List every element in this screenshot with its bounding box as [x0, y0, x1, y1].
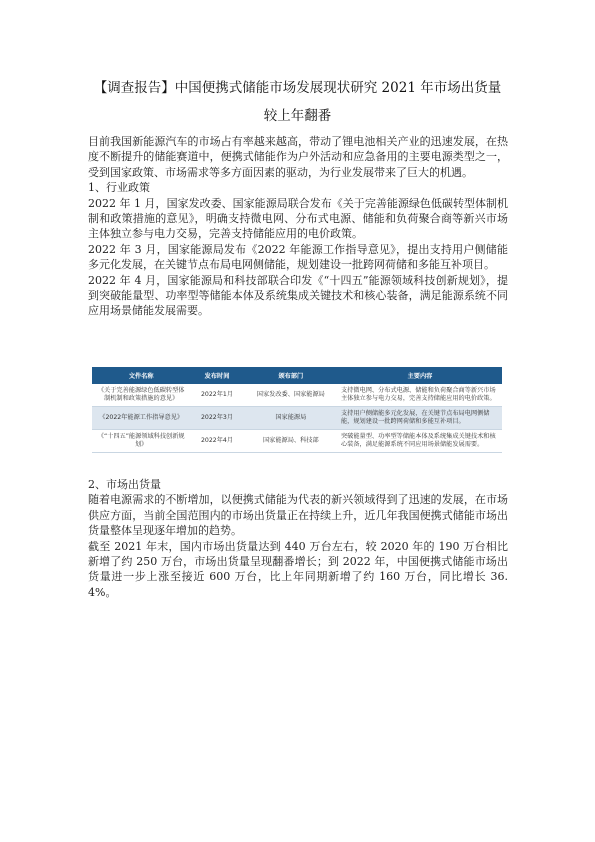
- shipments-paragraph: 随着电源需求的不断增加，以便携式储能为代表的新兴领域得到了迅速的发展，在市场供应方面，当前全国范围内的市场出货量正在持续上升，近几年我国便携式储能市场出货量整体呈现逐年增加的趋势。: [88, 493, 508, 538]
- section-heading-policy: 1、行业政策: [88, 181, 150, 195]
- title-line-1: 【调查报告】中国便携式储能市场发展现状研究 2021 年市场出货量: [93, 80, 502, 96]
- policy-paragraph: 2022 年 1 月，国家发改委、国家能源局联合发布《关于完善能源绿色低碳转型体制机制和政策措施的意见》，明确支持微电网、分布式电源、储能和负荷聚合商等新兴市场主体独立参与电力交易，完善支持储能应用的电价政策。: [88, 196, 508, 241]
- intro-paragraph: 目前我国新能源汽车的市场占有率越来越高，带动了锂电池相关产业的迅速发展，在热度不断提升的储能赛道中，便携式储能作为户外活动和应急备用的主要电源类型之一，受到国家政策、市场需求等多方面因素的驱动，为行业发展带来了巨大的机遇。: [88, 135, 508, 179]
- cell-date: 2022年1月: [190, 384, 243, 407]
- policy-paragraph: 2022 年 4 月，国家能源局和科技部联合印发《“十四五”能源领域科技创新规划》，提到突破能量型、功率型等储能本体及系统集成关键技术和核心装备，满足能源系统不同应用场景储能发展需要。: [88, 273, 508, 318]
- shipments-paragraph: 截至 2021 年末，国内市场出货量达到 440 万台左右，较 2020 年的 190 万台相比新增了约 250 万台，市场出货量呈现翻番增长；到 2022 年，中国便携式储能市场出货量进一步上涨至接近 600 万台，比上年同期新增了约 160 万台，同比增长 36.4%。: [88, 539, 508, 599]
- cell-name: 《“十四五”能源领域科技创新规划》: [92, 430, 190, 453]
- policy-paragraph: 2022 年 3 月，国家能源局发布《2022 年能源工作指导意见》，提出支持用户侧储能多元化发展，在关键节点布局电网侧储能，规划建设一批跨网荷储和多能互补项目。: [88, 242, 508, 272]
- cell-content: 突破能量型、功率型等储能本体及系统集成关键技术和核心装备，满足能源系统不同应用场景储能发展需要。: [338, 430, 502, 453]
- column-header: 发布时间: [190, 367, 243, 384]
- cell-content: 支持用户侧储能多元化发展，在关键节点布局电网侧储能，规划建设一批跨网荷储和多能互补项目。: [338, 407, 502, 430]
- cell-date: 2022年4月: [190, 430, 243, 453]
- table-row: [92, 430, 502, 453]
- title-line-2: 较上年翻番: [263, 108, 332, 124]
- table-row: [92, 384, 502, 407]
- cell-date: 2022年3月: [190, 407, 243, 430]
- cell-dept: 国家能源局、科技部: [244, 430, 338, 453]
- document-title: [60, 74, 535, 130]
- section-heading-shipments: 2、市场出货量: [88, 478, 161, 491]
- column-header: 文件名称: [92, 367, 190, 384]
- table-row: [92, 407, 502, 430]
- column-header: 颁布部门: [244, 367, 338, 384]
- policy-table: [92, 367, 502, 453]
- section-policy: [88, 134, 508, 319]
- table-header-row: [92, 367, 502, 384]
- cell-dept: 国家发改委、国家能源局: [244, 384, 338, 407]
- section-shipments: [88, 477, 508, 600]
- cell-name: 《2022年能源工作指导意见》: [92, 407, 190, 430]
- column-header: 主要内容: [338, 367, 502, 384]
- cell-name: 《关于完善能源绿色低碳转型体制机制和政策措施的意见》: [92, 384, 190, 407]
- cell-content: 支持微电网、分布式电源、储能和负荷聚合商等新兴市场主体独立参与电力交易，完善支持储能应用的电价政策。: [338, 384, 502, 407]
- cell-dept: 国家能源局: [244, 407, 338, 430]
